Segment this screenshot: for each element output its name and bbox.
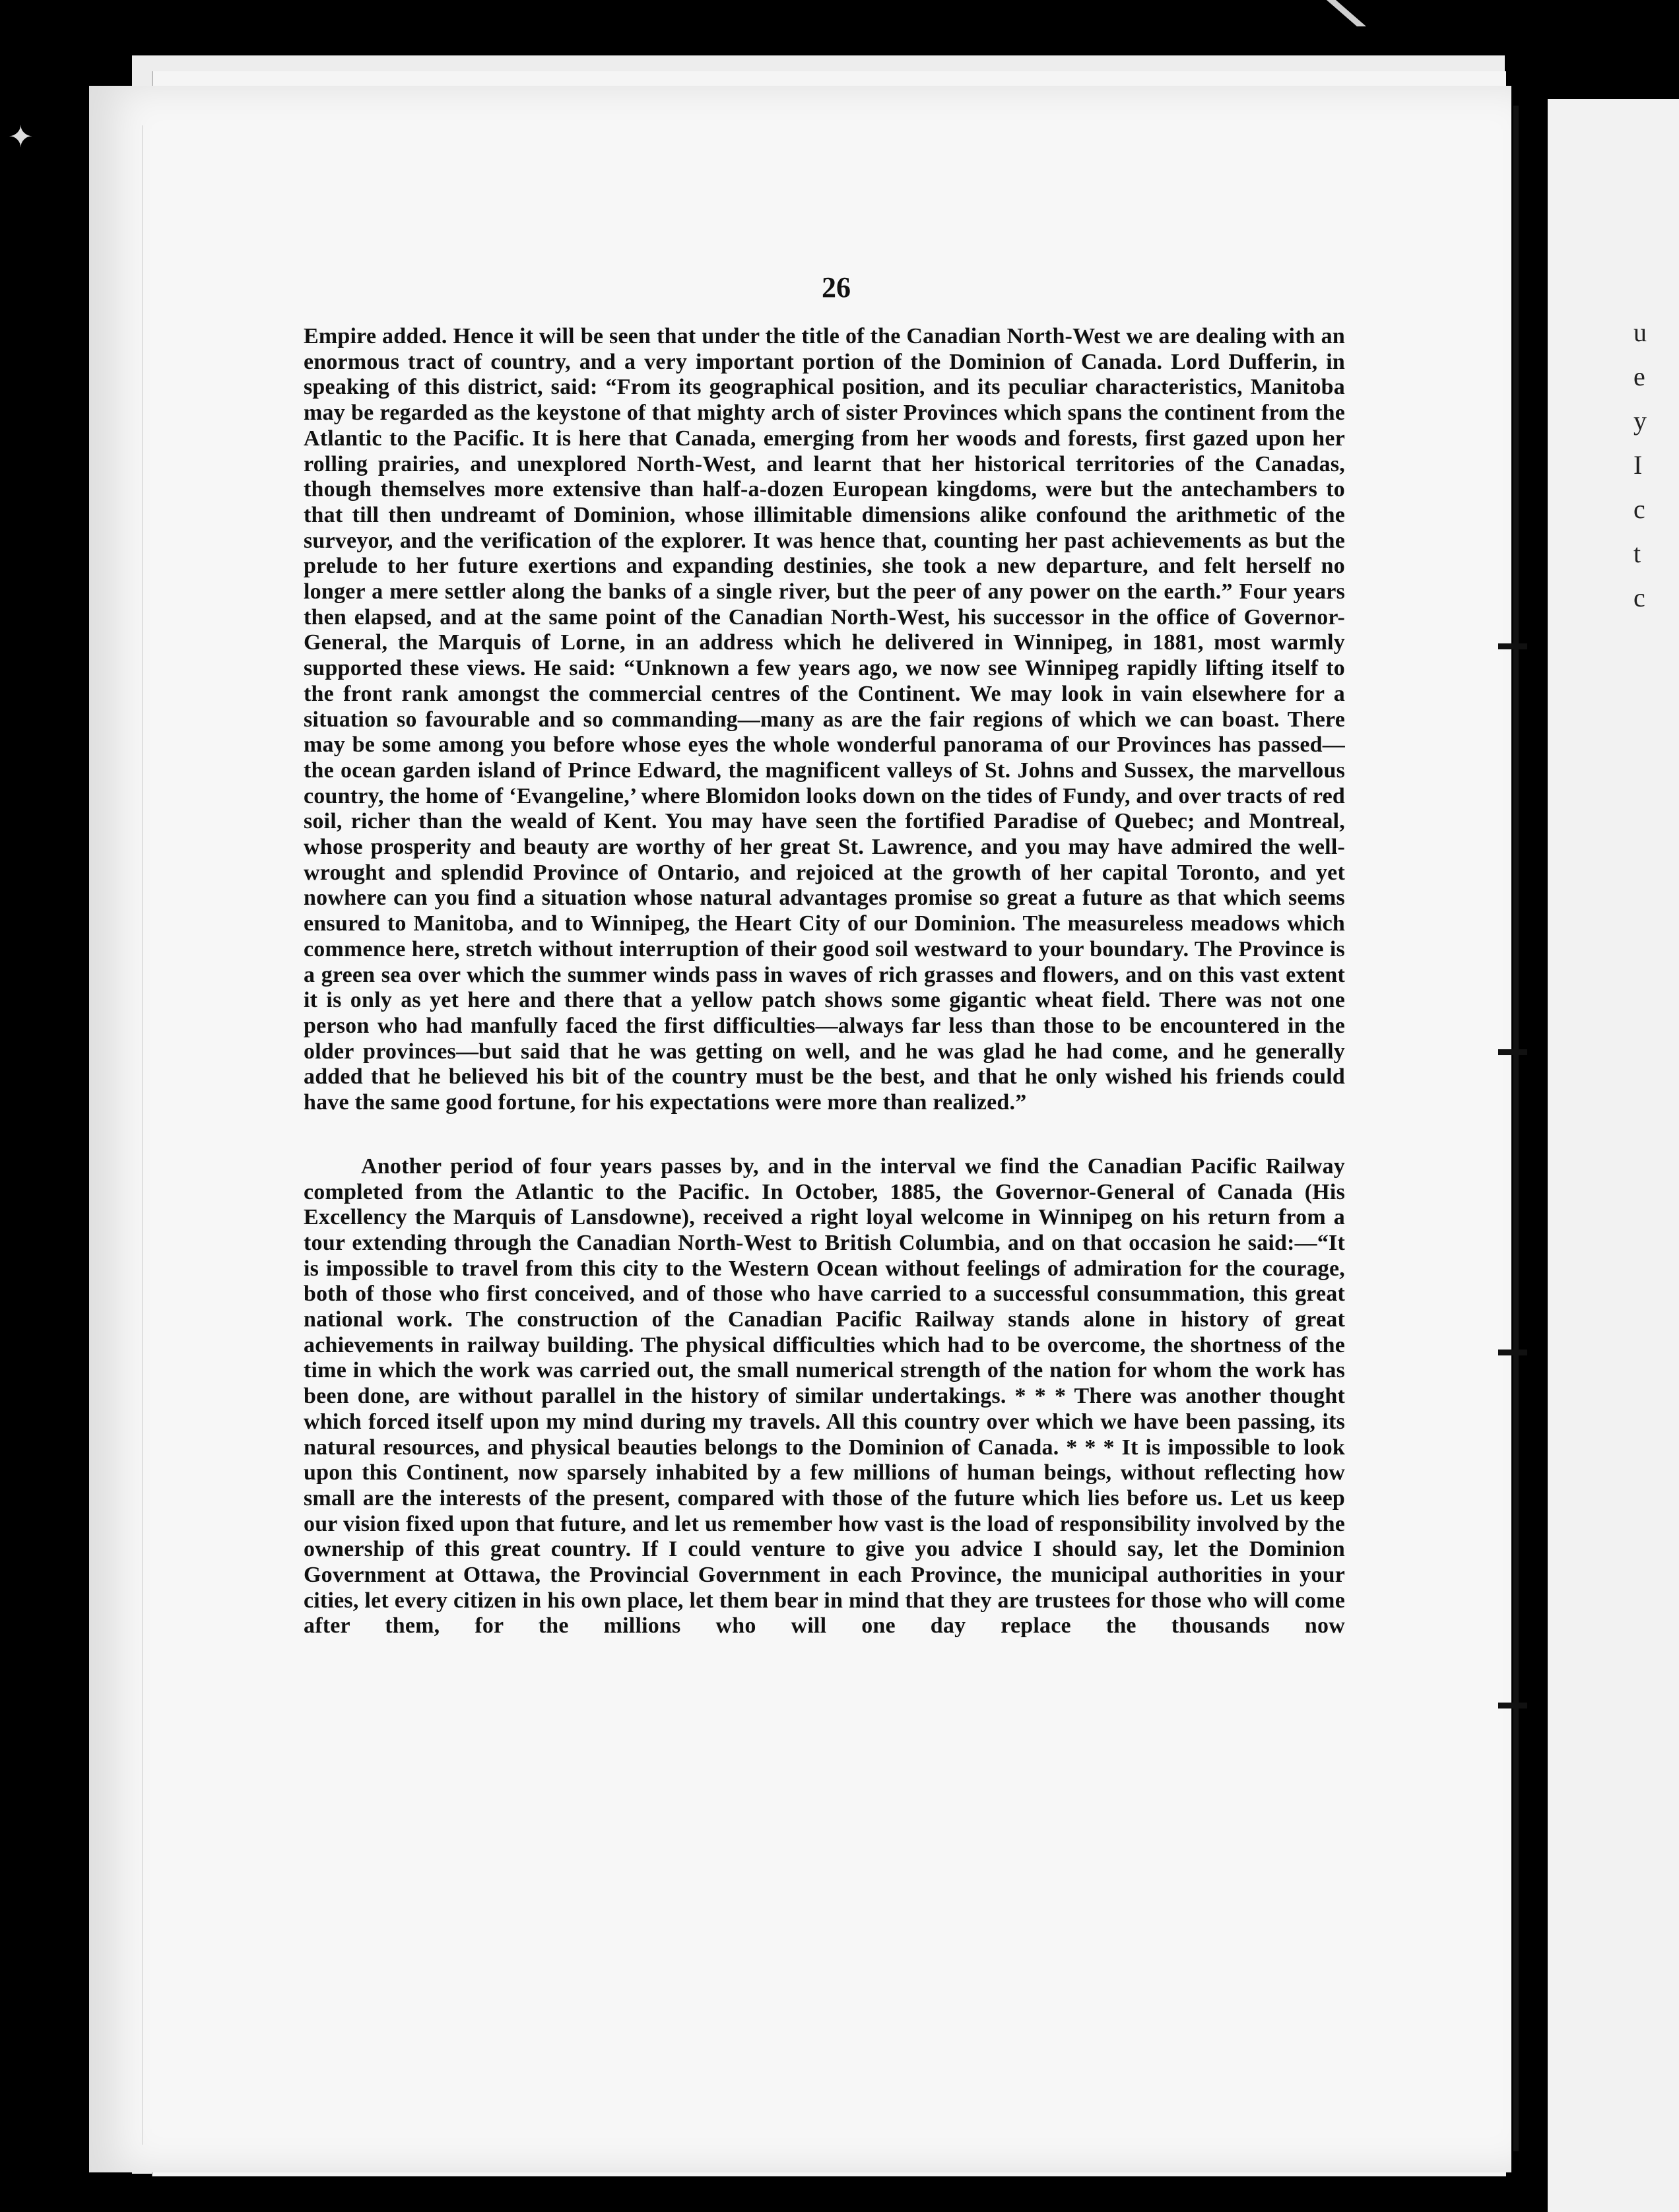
page-inner-edge: [142, 125, 143, 2145]
facing-page-letter: c: [1633, 583, 1645, 612]
page-body: [304, 324, 1345, 1639]
facing-page-text: [1633, 310, 1673, 620]
spine-stitch: [1498, 1703, 1527, 1708]
scan-corner-icon: [1327, 0, 1366, 26]
facing-page-letter: t: [1633, 538, 1641, 568]
facing-page-letter: u: [1633, 317, 1647, 347]
facing-page-letter: e: [1633, 362, 1645, 391]
page-number: 26: [822, 271, 851, 304]
scan-mark-icon: ✦: [8, 120, 34, 154]
paragraph: Empire added. Hence it will be seen that under the title of the Canadian North-West we are dealing with an enormous tract of country, and a very important portion of the Dominion of Canada. Lord Dufferin, in speaking of this district, said: “From its geographical position, and its peculiar characteristics, Manitoba may be regarded as the keystone of that mighty arch of sister Provinces which spans the continent from the Atlantic to the Pacific. It is here that Canada, emerging from her woods and forests, first gazed upon her rolling prairies, and unexplored North-West, and learnt that her historical territories of the Canadas, though themselves more extensive than half-a-dozen European kingdoms, were but the antechambers to that till then undreamt of Dominion, whose illimitable dimensions alike confound the arithmetic of the surveyor, and the verification of the explorer. It was hence that, counting her past achievements as but the prelude to her future exertions and expanding destinies, she took a new departure, and felt herself no longer a mere settler along the banks of a single river, but the peer of any power on the earth.” Four years then elapsed, and at the same point of the Canadian North-West, his successor in the office of Governor-General, the Marquis of Lorne, in an address which he delivered in Winnipeg, in 1881, most warmly supported these views. He said: “Unknown a few years ago, we now see Winnipeg rapidly lifting itself to the front rank amongst the commercial centres of the Continent. We may look in vain elsewhere for a situation so favourable and so commanding—many as are the fair regions of which we can boast. There may be some among you before whose eyes the whole wonderful panorama of our Provinces has passed—the ocean garden island of Prince Edward, the magnificent valleys of St. Johns and Sussex, the marvellous country, the home of ‘Evangeline,’ where Blomidon looks down on the tides of Fundy, and over tracts of red soil, richer than the weald of Kent. You may have seen the fortified Paradise of Quebec; and Montreal, whose prosperity and beauty are worthy of her great St. Lawrence, and you may have admired the well-wrought and splendid Province of Ontario, and rejoiced at the growth of her capital Toronto, and yet nowhere can you find a situation whose natural advantages promise so great a future as that which seems ensured to Manitoba, and to Winnipeg, the Heart City of our Dominion. The measureless meadows which commence here, stretch without interruption of their good soil westward to your boundary. The Province is a green sea over which the summer winds pass in waves of rich grasses and flowers, and on this vast extent it is only as yet here and there that a yellow patch shows some gigantic wheat field. There was not one person who had manfully faced the first difficulties—always far less than those to be encountered in the older provinces—but said that he was getting on well, and he was glad he had come, and he generally added that he believed his bit of the country must be the best, and that he only wished his friends could have the same good fortune, for his expectations were more than realized.”: [304, 324, 1346, 1115]
spine-stitch: [1498, 1350, 1527, 1355]
facing-page-letter: y: [1633, 406, 1647, 436]
book-spine: [1513, 106, 1519, 2151]
spine-stitch: [1498, 1049, 1527, 1055]
facing-page-letter: I: [1633, 450, 1643, 480]
facing-page-letter: c: [1633, 494, 1645, 524]
paragraph: Another period of four years passes by, and in the interval we find the Canadian Pacific Railway completed from the Atlantic to the Pacific. In October, 1885, the Governor-General of Canada (His Excellency the Marquis of Lansdowne), received a right loyal welcome in Winnipeg on his return from a tour extending through the Canadian North-West to British Columbia, and on that occasion he said:—“It is impossible to travel from this city to the Western Ocean without feelings of admiration for the courage, both of those who first conceived, and of those who have carried to a successful consummation, this great national work. The construction of the Canadian Pacific Railway stands alone in history of great achievements in railway building. The physical difficulties which had to be overcome, the shortness of the time in which the work was carried out, the small numerical strength of the nation for whom the work has been done, are without parallel in the history of similar undertakings. * * * There was another thought which forced itself upon my mind during my travels. All this country over which we have been passing, its natural resources, and physical beauties belongs to the Dominion of Canada. * * * It is impossible to look upon this Continent, now sparsely inhabited by a few millions of human beings, without reflecting how small are the interests of the present, compared with those of the future which lies before us. Let us keep our vision fixed upon that future, and let us remember how vast is the load of responsibility involved by the ownership of this great country. If I could venture to give you advice I should say, let the Dominion Government at Ottawa, the Provincial Government in each Province, the municipal authorities in your cities, let every citizen in his own place, let them bear in mind that they are trustees for those who will come after them, for the millions who will one day replace the thousands now: [304, 1154, 1345, 1639]
spine-stitch: [1498, 643, 1527, 649]
